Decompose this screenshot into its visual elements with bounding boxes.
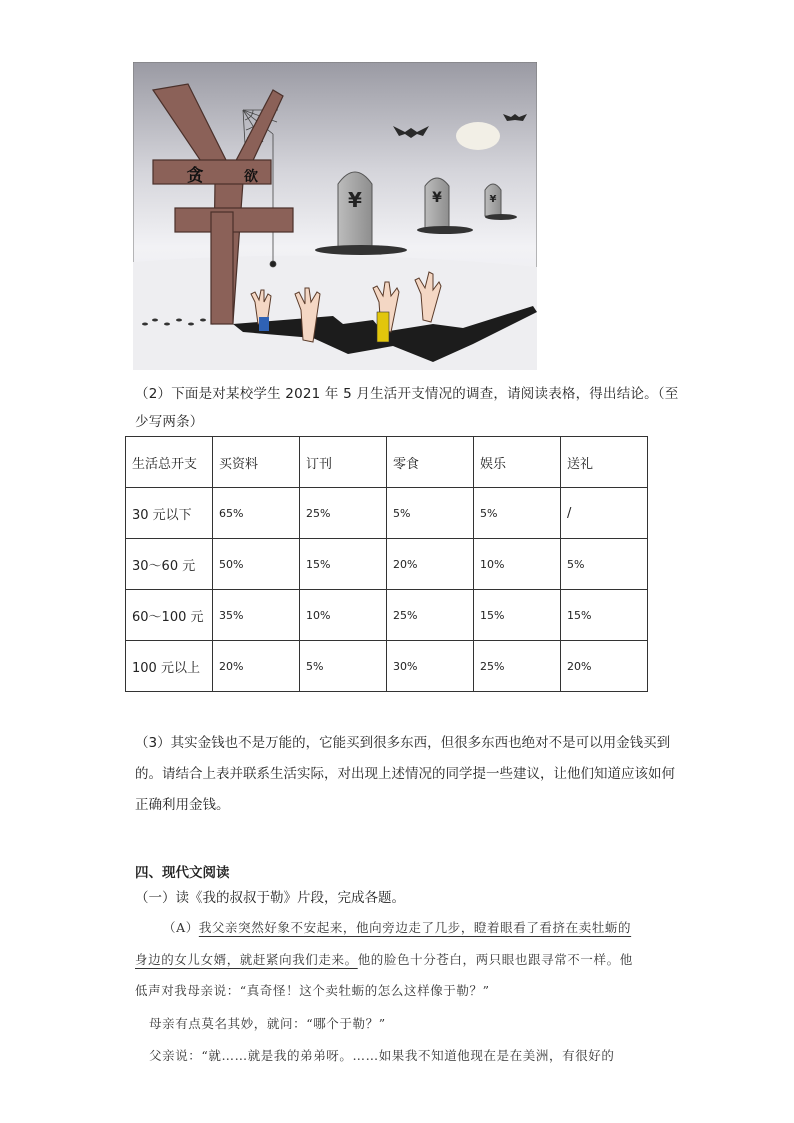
header-cell: 生活总开支: [126, 437, 213, 488]
table-cell: 5%: [387, 488, 474, 539]
passage-line: [135, 918, 665, 936]
table-cell: /: [561, 488, 648, 539]
table-cell: 5%: [474, 488, 561, 539]
table-cell: 35%: [213, 590, 300, 641]
greed-cartoon-illustration: [133, 62, 537, 370]
table-cell: 30～60 元: [126, 539, 213, 590]
header-cell: 订刊: [300, 437, 387, 488]
table-cell: 25%: [474, 641, 561, 692]
table-cell: 25%: [387, 590, 474, 641]
table-cell: 15%: [561, 590, 648, 641]
spending-survey-table: [125, 436, 648, 692]
passage-marker: （A）: [163, 920, 199, 935]
table-row: [126, 590, 648, 641]
passage-underlined-text: 我父亲突然好象不安起来，他向旁边走了几步，瞪着眼看了看挤在卖牡蛎的: [198, 920, 632, 935]
table-row: [126, 641, 648, 692]
table-cell: 5%: [300, 641, 387, 692]
header-cell: 买资料: [213, 437, 300, 488]
sign-desire: 欲: [244, 169, 258, 185]
svg-text:¥: ¥: [489, 194, 497, 205]
sign-greed: 贪: [186, 166, 204, 186]
tomb-symbol: ¥: [348, 188, 362, 212]
table-cell: 20%: [213, 641, 300, 692]
header-cell: 送礼: [561, 437, 648, 488]
table-header-row: [126, 437, 648, 488]
table-cell: 60～100 元: [126, 590, 213, 641]
table-cell: 30%: [387, 641, 474, 692]
passage-line: 父亲说：“就……就是我的弟弟呀。……如果我不知道他现在是在美洲，有很好的: [149, 1048, 615, 1063]
svg-text:¥: ¥: [432, 190, 442, 206]
table-cell: 20%: [561, 641, 648, 692]
passage-line: 低声对我母亲说：“真奇怪！这个卖牡蛎的怎么这样像于勒？”: [135, 983, 490, 998]
header-cell: 零食: [387, 437, 474, 488]
passage-line: [135, 950, 665, 968]
section-subtitle: （一）读《我的叔叔于勒》片段，完成各题。: [135, 890, 405, 906]
table-cell: 20%: [387, 539, 474, 590]
table-cell: 5%: [561, 539, 648, 590]
question-2-text: （2）下面是对某校学生 2021 年 5 月生活开支情况的调查，请阅读表格，得出结论。（至少写两条）: [135, 386, 679, 430]
table-row: [126, 488, 648, 539]
passage-line: 母亲有点莫名其妙，就问：“哪个于勒？”: [149, 1016, 386, 1031]
table-cell: 50%: [213, 539, 300, 590]
passage-text: 他的脸色十分苍白，两只眼也跟寻常不一样。他: [357, 952, 633, 967]
table-cell: 30 元以下: [126, 488, 213, 539]
table-cell: 15%: [300, 539, 387, 590]
table-cell: 25%: [300, 488, 387, 539]
table-row: [126, 539, 648, 590]
section-title: 四、现代文阅读: [135, 865, 230, 881]
passage-underlined-text: 身边的女儿女婿，就赶紧向我们走来。: [135, 952, 358, 967]
moon-shape: [456, 122, 500, 150]
table-cell: 10%: [300, 590, 387, 641]
table-cell: 15%: [474, 590, 561, 641]
table-cell: 100 元以上: [126, 641, 213, 692]
table-cell: 10%: [474, 539, 561, 590]
table-cell: 65%: [213, 488, 300, 539]
question-3-text: （3）其实金钱也不是万能的，它能买到很多东西，但很多东西也绝对不是可以用金钱买到的。请结合上表并联系生活实际，对出现上述情况的同学提一些建议，让他们知道应该如何正确利用金钱。: [135, 735, 675, 813]
header-cell: 娱乐: [474, 437, 561, 488]
